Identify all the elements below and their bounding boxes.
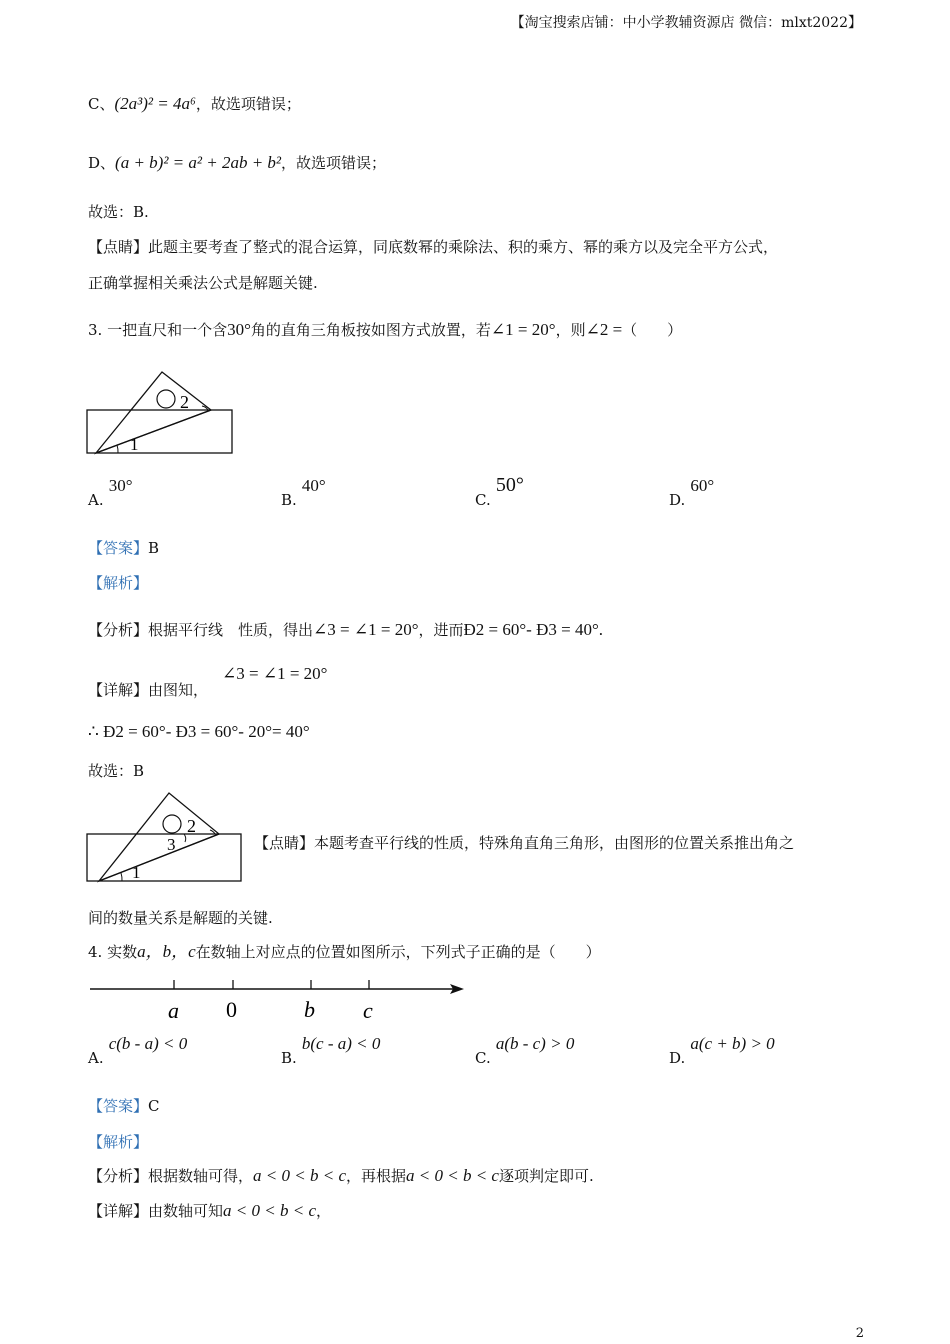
q4-stem: [88, 942, 601, 962]
page-header: 【淘宝搜索店铺：中小学教辅资源店 微信：mlxt2022】: [510, 15, 862, 31]
q4-answer-tag: 【答案】: [88, 1097, 149, 1115]
q4-option-d: [669, 1034, 775, 1067]
q4-option-d-label: D.: [669, 1049, 686, 1067]
q4-fenxi-expr1: a < 0 < b < c: [253, 1166, 346, 1185]
q3-stem-text-c: ，则: [555, 321, 586, 339]
q3-stem-angle: 30°: [227, 320, 251, 339]
page-number: 2: [855, 1326, 864, 1341]
q3-detail: [88, 680, 208, 700]
q3-option-b-label: B.: [281, 491, 297, 509]
q4-analysis-tag: 【解析】: [88, 1133, 149, 1151]
angle-2-label-2: 2: [187, 816, 196, 836]
q3-option-d-value: 60°: [690, 476, 715, 495]
q3-option-b-value: 40°: [301, 476, 326, 495]
q4-detail-text: 由数轴可知: [148, 1202, 224, 1220]
triangle-outline-2: [99, 793, 219, 881]
q3-option-d: [669, 476, 715, 509]
q3-option-a-value: 30°: [108, 476, 133, 495]
prev-comment-text: 此题主要考查了整式的混合运算，同底数幂的乘除法、积的乘方、幂的乘方以及完全平方公式，: [148, 238, 779, 256]
angle-3-label: 3: [167, 835, 176, 854]
q4-fenxi-text-a: 根据数轴可得，: [148, 1167, 254, 1185]
q4-fenxi-text-b: ，再根据: [346, 1167, 407, 1185]
q4-stem-text-a: 4. 实数: [88, 943, 138, 961]
ruler-rectangle-2: [87, 834, 241, 881]
q4-option-a: [88, 1034, 188, 1067]
q4-fenxi-tag: 【分析】: [88, 1167, 149, 1185]
q4-detail-tag: 【详解】: [88, 1202, 149, 1220]
q4-fenxi-expr2: a < 0 < b < c: [406, 1166, 499, 1185]
q4-option-b-value: b(c - a) < 0: [301, 1034, 381, 1053]
triangle-hole-2: [163, 815, 181, 833]
ruler-rectangle: [87, 410, 232, 453]
axis-label-a: a: [168, 998, 179, 1023]
option-c-note: ，故选项错误；: [195, 95, 301, 113]
q4-option-b-label: B.: [281, 1049, 297, 1067]
q3-option-b: [281, 476, 326, 509]
q4-fenxi-text-c: 逐项判定即可.: [498, 1167, 594, 1185]
q4-stem-text-b: 在数轴上对应点的位置如图所示，下列式子正确的是（ ）: [195, 943, 601, 961]
q4-option-c-label: C.: [475, 1049, 491, 1067]
angle-1-arc: [117, 445, 118, 453]
q3-comment-tag: 【点睛】: [254, 834, 315, 852]
axis-label-0: 0: [226, 997, 237, 1022]
q3-figure-detail: [84, 790, 246, 886]
q4-answer: [88, 1096, 160, 1116]
axis-label-b: b: [304, 997, 315, 1022]
q4-option-c-value: a(b - c) > 0: [495, 1034, 575, 1053]
q3-stem-text-a: 3. 一把直尺和一个含: [88, 321, 228, 339]
q3-figure-ruler-triangle: [84, 368, 236, 460]
angle-1-label: 1: [130, 435, 139, 454]
option-d-line: [88, 153, 386, 173]
q3-answer: [88, 538, 159, 558]
q3-option-c-label: C.: [475, 491, 491, 509]
q3-stem-text-b: 角的直角三角板按如图方式放置，若: [250, 321, 491, 339]
angle-1-label-2: 1: [132, 863, 141, 882]
option-d-expression: (a + b)² = a² + 2ab + b²: [115, 153, 282, 172]
axis-label-c: c: [363, 998, 373, 1023]
q4-option-b: [281, 1034, 381, 1067]
option-c-line: [88, 94, 301, 114]
triangle-hole: [157, 390, 175, 408]
q3-detail-expression: ∠3 = ∠1 = 20°: [222, 664, 328, 683]
q4-detail-comma: ，: [316, 1202, 332, 1220]
q4-number-line: [84, 976, 474, 1028]
q3-comment-line1: [254, 833, 794, 853]
q4-option-a-label: A.: [88, 1049, 104, 1067]
angle-3-arc: [184, 834, 186, 842]
q3-option-c-value: 50°: [495, 474, 524, 496]
q3-comment-line2: 间的数量关系是解题的关键.: [88, 909, 273, 927]
option-c-label: C、: [88, 95, 115, 113]
triangle-outline: [96, 372, 211, 453]
q3-answer-value: B: [148, 539, 160, 557]
angle-2-label: 2: [180, 392, 189, 412]
q4-option-d-value: a(c + b) > 0: [690, 1034, 775, 1053]
q4-detail-expression: a < 0 < b < c: [223, 1201, 316, 1220]
q3-analysis-tag: 【解析】: [88, 574, 149, 592]
q3-option-a: [88, 476, 133, 509]
q4-answer-value: C: [148, 1097, 160, 1115]
q3-fenxi-text-b: ，进而: [418, 621, 464, 639]
prev-choice: 故选：B.: [88, 203, 149, 221]
q3-fenxi-text-a: 根据平行线 性质，得出: [148, 621, 314, 639]
q3-option-d-label: D.: [669, 491, 686, 509]
q4-detail: [88, 1201, 331, 1221]
q3-fenxi: [88, 620, 603, 640]
q3-stem-condition: ∠1 = 20°: [490, 320, 556, 339]
q4-option-c: [475, 1034, 575, 1067]
q3-option-c: [475, 474, 524, 509]
q3-fenxi-expr1: ∠3 = ∠1 = 20°: [313, 620, 419, 639]
angle-1-arc-2: [121, 873, 122, 881]
q4-fenxi: [88, 1166, 594, 1186]
q3-detail-tag: 【详解】: [88, 681, 149, 699]
option-c-expression: (2a³)² = 4a⁶: [114, 94, 196, 113]
prev-comment-line1: [88, 237, 778, 257]
q3-detail-text: 由图知，: [148, 681, 209, 699]
q3-stem-ask: ∠2 =: [585, 320, 623, 339]
q3-fenxi-expr2: Ð2 = 60°- Ð3 = 40°.: [463, 620, 604, 639]
q3-stem-paren: （ ）: [622, 321, 683, 339]
q3-option-a-label: A.: [88, 491, 104, 509]
q3-choice: 故选：B: [88, 762, 145, 780]
q3-stem: [88, 320, 682, 340]
q4-option-a-value: c(b - a) < 0: [108, 1034, 188, 1053]
prev-comment-tag: 【点睛】: [88, 238, 149, 256]
prev-comment-line2: 正确掌握相关乘法公式是解题关键.: [88, 274, 318, 292]
q3-answer-tag: 【答案】: [88, 539, 149, 557]
q3-comment-text: 本题考查平行线的性质，特殊角直角三角形，由图形的位置关系推出角之: [314, 834, 795, 852]
q4-stem-vars: a，b，c: [137, 942, 196, 961]
option-d-note: ，故选项错误；: [281, 154, 387, 172]
q3-therefore: ∴ Ð2 = 60°- Ð3 = 60°- 20°= 40°: [88, 722, 310, 741]
option-d-label: D、: [88, 154, 116, 172]
q3-fenxi-tag: 【分析】: [88, 621, 149, 639]
